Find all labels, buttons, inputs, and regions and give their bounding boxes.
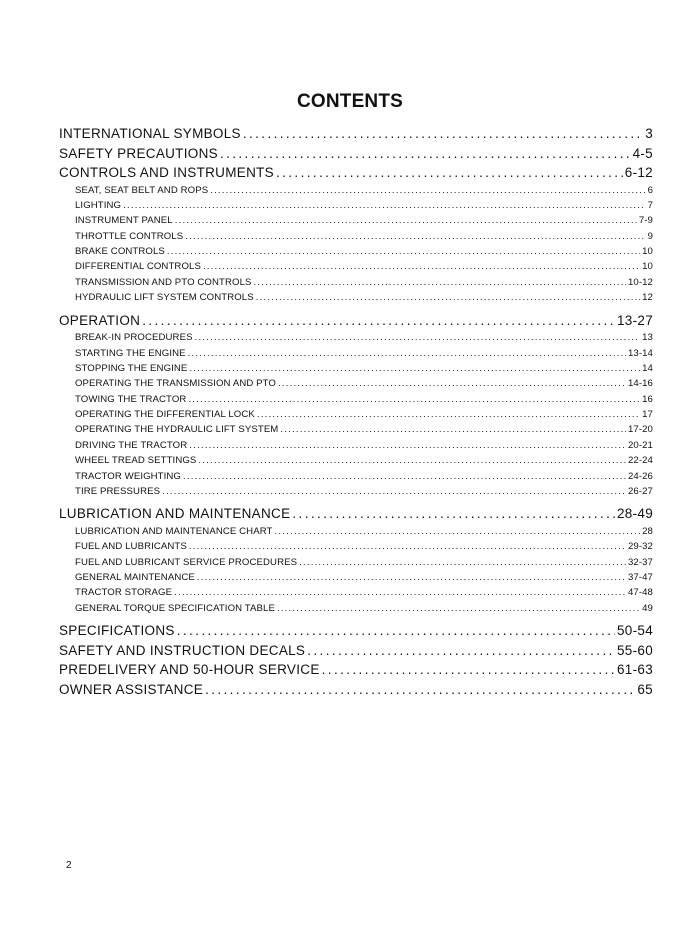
toc-entry-title: BRAKE CONTROLS: [75, 246, 165, 258]
toc-entry-title: PREDELIVERY AND 50-HOUR SERVICE: [59, 662, 320, 678]
toc-subsection-entry: [59, 275, 653, 290]
dot-leader: [257, 407, 640, 422]
dot-leader: [276, 163, 623, 183]
toc-entry-page: 13-27: [616, 312, 653, 328]
toc-subsection-entry: [59, 469, 653, 484]
toc-section-entry: [59, 680, 653, 700]
toc-entry-page: 20-21: [627, 439, 653, 451]
toc-entry-page: 9: [647, 230, 653, 242]
toc-entry-page: 10: [642, 261, 653, 273]
toc-entry-page: 7-9: [638, 215, 653, 227]
page-number: 2: [66, 860, 72, 871]
toc-entry-page: 55-60: [616, 642, 653, 658]
toc-subsection-entry: [59, 539, 653, 554]
toc-entry-title: SEAT, SEAT BELT AND ROPS: [75, 184, 209, 196]
toc-entry-title: LIGHTING: [75, 199, 122, 211]
toc-section-entry: [59, 504, 653, 524]
toc-entry-title: FUEL AND LUBRICANTS: [75, 541, 187, 553]
toc-entry-page: 37-47: [627, 572, 653, 584]
toc-entry-title: STOPPING THE ENGINE: [75, 362, 188, 374]
dot-leader: [177, 621, 615, 641]
toc-entry-title: TRANSMISSION AND PTO CONTROLS: [75, 276, 252, 288]
toc-entry-page: 61-63: [616, 662, 653, 678]
toc-entry-page: 22-24: [627, 455, 653, 467]
dot-leader: [210, 183, 645, 198]
toc-subsection-entry: [59, 407, 653, 422]
dot-leader: [307, 641, 615, 661]
dot-leader: [205, 680, 635, 700]
toc-subsection-entry: [59, 453, 653, 468]
toc-section-entry: [59, 641, 653, 661]
dot-leader: [198, 453, 626, 468]
dot-leader: [280, 422, 626, 437]
dot-leader: [243, 124, 643, 144]
toc-entry-title: GENERAL TORQUE SPECIFICATION TABLE: [75, 602, 275, 614]
table-of-contents: [59, 124, 653, 699]
toc-subsection-entry: [59, 330, 653, 345]
dot-leader: [220, 144, 631, 164]
page-title: CONTENTS: [296, 91, 404, 112]
dot-leader: [322, 660, 615, 680]
toc-entry-title: LUBRICATION AND MAINTENANCE CHART: [75, 525, 273, 537]
toc-entry-page: 47-48: [627, 587, 653, 599]
toc-entry-title: OPERATING THE TRANSMISSION AND PTO: [75, 378, 276, 390]
toc-entry-page: 65: [637, 681, 653, 697]
toc-entry-title: INTERNATIONAL SYMBOLS: [59, 126, 241, 141]
toc-entry-title: LUBRICATION AND MAINTENANCE: [59, 506, 291, 522]
dot-leader: [185, 229, 645, 244]
dot-leader: [123, 198, 645, 213]
toc-subsection-entry: [59, 585, 653, 600]
toc-entry-title: OPERATION: [59, 312, 141, 328]
toc-section-entry: [59, 660, 653, 680]
toc-subsection-entry: [59, 376, 653, 391]
dot-leader: [188, 346, 626, 361]
dot-leader: [167, 244, 640, 259]
toc-section-entry: [59, 124, 653, 144]
toc-entry-page: 17: [642, 409, 653, 421]
dot-leader: [189, 361, 640, 376]
toc-entry-title: DRIVING THE TRACTOR: [75, 439, 188, 451]
toc-entry-page: 32-37: [627, 556, 653, 568]
toc-entry-page: 49: [642, 602, 653, 614]
dot-leader: [175, 213, 637, 228]
toc-entry-page: 4-5: [632, 145, 653, 161]
dot-leader: [254, 275, 626, 290]
dot-leader: [189, 539, 626, 554]
toc-subsection-entry: [59, 346, 653, 361]
toc-entry-title: WHEEL TREAD SETTINGS: [75, 455, 197, 467]
dot-leader: [189, 438, 626, 453]
toc-entry-title: SPECIFICATIONS: [59, 623, 175, 639]
toc-entry-page: 28-49: [616, 506, 653, 522]
toc-entry-page: 10-12: [627, 276, 653, 288]
toc-entry-title: OWNER ASSISTANCE: [59, 681, 204, 697]
toc-entry-title: FUEL AND LUBRICANT SERVICE PROCEDURES: [75, 556, 298, 568]
dot-leader: [256, 290, 640, 305]
toc-section-entry: [59, 311, 653, 331]
toc-entry-page: 13: [642, 332, 653, 344]
toc-subsection-entry: [59, 422, 653, 437]
toc-entry-title: OPERATING THE HYDRAULIC LIFT SYSTEM: [75, 424, 279, 436]
toc-subsection-entry: [59, 290, 653, 305]
toc-entry-title: DIFFERENTIAL CONTROLS: [75, 261, 201, 273]
dot-leader: [195, 330, 641, 345]
toc-entry-page: 13-14: [627, 347, 653, 359]
toc-entry-title: INSTRUMENT PANEL: [75, 215, 173, 227]
dot-leader: [174, 585, 626, 600]
dot-leader: [278, 376, 626, 391]
toc-entry-page: 12: [642, 292, 653, 304]
toc-subsection-entry: [59, 524, 653, 539]
toc-subsection-entry: [59, 183, 653, 198]
dot-leader: [142, 311, 615, 331]
toc-entry-page: 50-54: [616, 623, 653, 639]
toc-entry-page: 29-32: [627, 541, 653, 553]
toc-subsection-entry: [59, 198, 653, 213]
toc-subsection-entry: [59, 484, 653, 499]
dot-leader: [188, 392, 640, 407]
toc-entry-title: TIRE PRESSURES: [75, 486, 161, 498]
toc-subsection-entry: [59, 259, 653, 274]
toc-entry-page: 26-27: [627, 486, 653, 498]
toc-subsection-entry: [59, 213, 653, 228]
toc-entry-page: 10: [642, 246, 653, 258]
toc-entry-page: 17-20: [627, 424, 653, 436]
toc-subsection-entry: [59, 555, 653, 570]
toc-entry-page: 14-16: [627, 378, 653, 390]
toc-entry-page: 28: [642, 525, 653, 537]
toc-subsection-entry: [59, 244, 653, 259]
toc-entry-page: 6: [647, 184, 653, 196]
toc-entry-page: 7: [647, 199, 653, 211]
toc-subsection-entry: [59, 570, 653, 585]
toc-entry-page: 3: [645, 126, 653, 141]
dot-leader: [275, 524, 641, 539]
toc-entry-page: 6-12: [624, 165, 653, 180]
dot-leader: [162, 484, 626, 499]
toc-section-entry: [59, 144, 653, 164]
toc-entry-page: 24-26: [627, 470, 653, 482]
toc-entry-page: 14: [642, 362, 653, 374]
toc-entry-title: CONTROLS AND INSTRUMENTS: [59, 165, 274, 180]
toc-entry-title: TRACTOR STORAGE: [75, 587, 173, 599]
toc-entry-title: OPERATING THE DIFFERENTIAL LOCK: [75, 409, 255, 421]
toc-entry-title: HYDRAULIC LIFT SYSTEM CONTROLS: [75, 292, 254, 304]
dot-leader: [292, 504, 615, 524]
dot-leader: [277, 601, 640, 616]
toc-entry-page: 16: [642, 393, 653, 405]
toc-subsection-entry: [59, 361, 653, 376]
toc-entry-title: THROTTLE CONTROLS: [75, 230, 184, 242]
toc-entry-title: STARTING THE ENGINE: [75, 347, 186, 359]
toc-entry-title: TOWING THE TRACTOR: [75, 393, 187, 405]
toc-section-entry: [59, 621, 653, 641]
toc-subsection-entry: [59, 438, 653, 453]
dot-leader: [203, 259, 640, 274]
toc-subsection-entry: [59, 392, 653, 407]
dot-leader: [299, 555, 626, 570]
toc-entry-title: TRACTOR WEIGHTING: [75, 470, 181, 482]
toc-entry-title: GENERAL MAINTENANCE: [75, 572, 195, 584]
toc-entry-title: SAFETY AND INSTRUCTION DECALS: [59, 642, 306, 658]
dot-leader: [197, 570, 626, 585]
toc-subsection-entry: [59, 601, 653, 616]
toc-section-entry: [59, 163, 653, 183]
toc-entry-title: SAFETY PRECAUTIONS: [59, 145, 218, 161]
toc-entry-title: BREAK-IN PROCEDURES: [75, 332, 193, 344]
dot-leader: [183, 469, 626, 484]
toc-subsection-entry: [59, 229, 653, 244]
